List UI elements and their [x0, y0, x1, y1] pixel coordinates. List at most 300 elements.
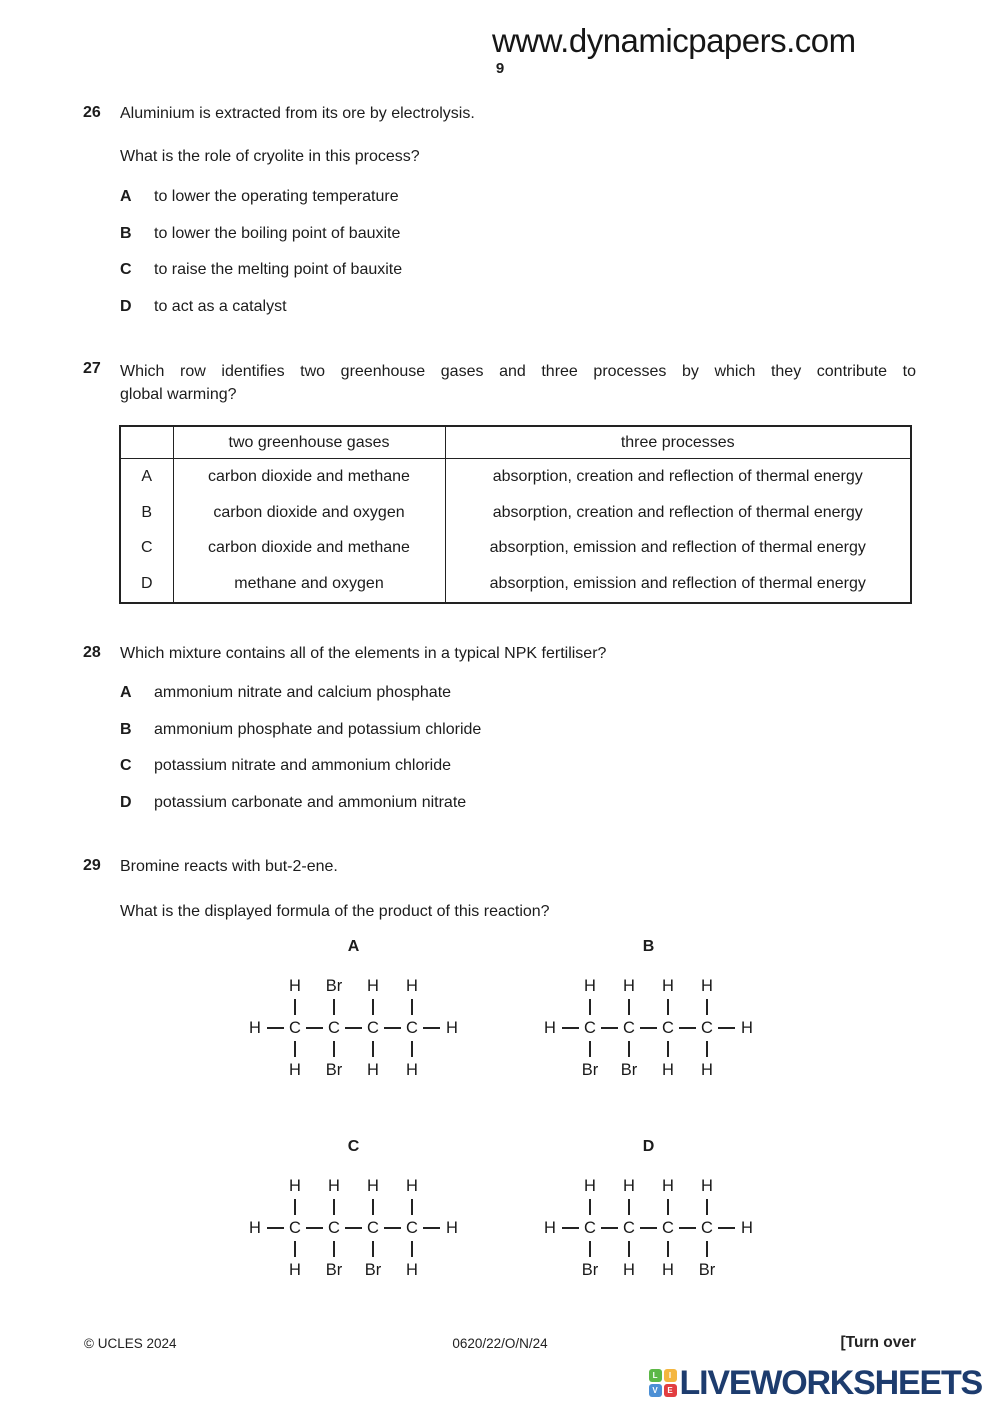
empty-cell [538, 1238, 562, 1260]
atom-H: H [662, 1260, 674, 1279]
empty-cell [640, 1038, 657, 1060]
empty-cell [306, 1176, 323, 1196]
atom-H: H [406, 1060, 418, 1079]
bond-vertical [706, 999, 708, 1015]
bond-cell [579, 1238, 601, 1260]
atom-H: H [701, 1176, 713, 1195]
empty-cell [679, 1260, 696, 1280]
bond-cell [718, 1018, 735, 1038]
bond-vertical [667, 1041, 669, 1057]
logo-tile-L: L [649, 1369, 662, 1382]
structure-A [243, 938, 464, 1080]
empty-cell [601, 976, 618, 996]
empty-cell [345, 1060, 362, 1080]
bond-vertical [706, 1241, 708, 1257]
atom-H: H [662, 976, 674, 995]
empty-cell [440, 1196, 464, 1218]
empty-cell [384, 1260, 401, 1280]
cell-processes: absorption, emission and reflection of thermal energy [445, 530, 911, 566]
empty-cell [384, 1038, 401, 1060]
atom-Br: Br [364, 1260, 382, 1279]
bond-cell [267, 1218, 284, 1238]
logo-tile-I: I [664, 1369, 677, 1382]
empty-cell [640, 996, 657, 1018]
question-29-subtext: What is the displayed formula of the product of this reaction? [120, 903, 550, 920]
bond-cell [267, 1018, 284, 1038]
option-C [120, 756, 916, 776]
structure-B [538, 938, 759, 1080]
cell-processes: absorption, emission and reflection of thermal energy [445, 566, 911, 603]
empty-cell [679, 996, 696, 1018]
empty-cell [538, 1176, 562, 1196]
empty-cell [601, 1260, 618, 1280]
cell-gases: carbon dioxide and oxygen [173, 495, 445, 531]
atom-C: C [662, 1018, 674, 1037]
atom-H: H [289, 1260, 301, 1279]
structure-C-formula [243, 1176, 464, 1280]
bond-vertical [294, 1199, 296, 1215]
question-28-number: 28 [83, 644, 101, 661]
bond-vertical [706, 1199, 708, 1215]
question-26 [0, 104, 1000, 317]
atom-C: C [328, 1018, 340, 1037]
table-row-A [120, 459, 911, 495]
atom-H: H [623, 1260, 635, 1279]
empty-cell [735, 996, 759, 1018]
bond-cell [618, 1238, 640, 1260]
empty-cell [718, 1176, 735, 1196]
bond-vertical [294, 999, 296, 1015]
empty-cell [601, 1196, 618, 1218]
option-A [120, 683, 916, 703]
question-29-text: Bromine reacts with but-2-ene. [120, 858, 338, 875]
empty-cell [640, 976, 657, 996]
empty-cell [735, 1060, 759, 1080]
option-text: to lower the boiling point of bauxite [154, 224, 401, 242]
bond-horizontal [718, 1027, 735, 1029]
option-letter: D [120, 297, 132, 315]
bond-cell [362, 1238, 384, 1260]
empty-cell [679, 1060, 696, 1080]
empty-cell [267, 1238, 284, 1260]
atom-C: C [623, 1218, 635, 1237]
empty-cell [440, 976, 464, 996]
bond-horizontal [345, 1227, 362, 1229]
option-text: to lower the operating temperature [154, 188, 399, 205]
empty-cell [718, 996, 735, 1018]
empty-cell [601, 996, 618, 1018]
table-row-B [120, 495, 911, 531]
empty-cell [640, 1060, 657, 1080]
table-row-C [120, 530, 911, 566]
bond-vertical [706, 1041, 708, 1057]
empty-cell [306, 1038, 323, 1060]
bond-cell [657, 1038, 679, 1060]
bond-vertical [667, 999, 669, 1015]
option-letter: B [120, 224, 132, 242]
atom-H: H [584, 1176, 596, 1195]
bond-cell [423, 1218, 440, 1238]
atom-H: H [623, 976, 635, 995]
empty-cell [562, 1238, 579, 1260]
logo-text: LIVEWORKSHEETS [679, 1364, 982, 1402]
atom-C: C [701, 1218, 713, 1237]
empty-cell [538, 1260, 562, 1280]
empty-cell [243, 996, 267, 1018]
empty-cell [562, 1196, 579, 1218]
question-26-options [120, 187, 916, 317]
bond-vertical [333, 1241, 335, 1257]
atom-H: H [367, 1176, 379, 1195]
empty-cell [601, 1038, 618, 1060]
option-letter: B [120, 720, 132, 738]
cell-gases: carbon dioxide and methane [173, 530, 445, 566]
bond-cell [640, 1018, 657, 1038]
empty-cell [440, 1238, 464, 1260]
bond-cell [618, 1196, 640, 1218]
bond-cell [284, 996, 306, 1018]
empty-cell [538, 996, 562, 1018]
bond-vertical [667, 1199, 669, 1215]
atom-H: H [701, 976, 713, 995]
bond-horizontal [306, 1027, 323, 1029]
empty-cell [306, 1196, 323, 1218]
atom-H: H [662, 1176, 674, 1195]
bond-cell [579, 1038, 601, 1060]
question-28-text: Which mixture contains all of the elements in a typical NPK fertiliser? [120, 645, 607, 662]
empty-cell [267, 1038, 284, 1060]
empty-cell [243, 1038, 267, 1060]
option-C [120, 260, 916, 280]
bond-cell [718, 1218, 735, 1238]
structure-B-formula [538, 976, 759, 1080]
empty-cell [345, 1038, 362, 1060]
bond-vertical [333, 1041, 335, 1057]
empty-cell [243, 1260, 267, 1280]
empty-cell [640, 1196, 657, 1218]
bond-cell [640, 1218, 657, 1238]
atom-C: C [623, 1018, 635, 1037]
empty-cell [640, 1176, 657, 1196]
bond-horizontal [267, 1027, 284, 1029]
structure-C-label: C [347, 1138, 360, 1155]
atom-C: C [406, 1018, 418, 1037]
empty-cell [243, 976, 267, 996]
option-text: to act as a catalyst [154, 297, 287, 315]
empty-cell [440, 1260, 464, 1280]
bond-cell [323, 1196, 345, 1218]
empty-cell [384, 976, 401, 996]
atom-H: H [701, 1060, 713, 1079]
empty-cell [679, 1038, 696, 1060]
empty-cell [562, 1060, 579, 1080]
empty-cell [423, 1176, 440, 1196]
bond-horizontal [345, 1027, 362, 1029]
structure-C [243, 1138, 464, 1280]
structure-D-formula [538, 1176, 759, 1280]
bond-cell [306, 1218, 323, 1238]
bond-horizontal [679, 1027, 696, 1029]
empty-cell [243, 1238, 267, 1260]
atom-Br: Br [581, 1260, 599, 1279]
question-28 [0, 644, 1000, 813]
empty-cell [423, 1260, 440, 1280]
option-A [120, 187, 916, 207]
atom-H: H [249, 1018, 261, 1037]
empty-cell [423, 1238, 440, 1260]
empty-cell [345, 1196, 362, 1218]
empty-cell [384, 996, 401, 1018]
bond-cell [696, 1196, 718, 1218]
bond-horizontal [384, 1027, 401, 1029]
atom-Br: Br [325, 1060, 343, 1079]
empty-cell [345, 1238, 362, 1260]
bond-vertical [628, 1199, 630, 1215]
logo-tile-E: E [664, 1384, 677, 1397]
structure-D [538, 1138, 759, 1280]
row-letter: A [141, 467, 153, 485]
empty-cell [679, 976, 696, 996]
bond-cell [401, 1038, 423, 1060]
empty-cell [345, 1260, 362, 1280]
paper-code: 0620/22/O/N/24 [452, 1336, 548, 1351]
atom-H: H [662, 1060, 674, 1079]
bond-cell [345, 1218, 362, 1238]
empty-cell [679, 1238, 696, 1260]
atom-C: C [701, 1018, 713, 1037]
question-27-number: 27 [83, 360, 101, 377]
empty-cell [267, 996, 284, 1018]
atom-H: H [406, 976, 418, 995]
option-letter: D [120, 793, 132, 811]
empty-cell [384, 1176, 401, 1196]
option-letter: C [120, 757, 132, 774]
atom-Br: Br [325, 976, 343, 995]
bond-vertical [589, 1241, 591, 1257]
bond-cell [579, 996, 601, 1018]
bond-vertical [333, 999, 335, 1015]
bond-cell [362, 1196, 384, 1218]
bond-horizontal [601, 1227, 618, 1229]
question-27-text-line1: Which row identifies two greenhouse gases and three processes by which they contribute to [120, 363, 916, 380]
empty-cell [384, 1196, 401, 1218]
bond-vertical [628, 1241, 630, 1257]
bond-vertical [589, 1041, 591, 1057]
bond-cell [384, 1018, 401, 1038]
empty-cell [601, 1238, 618, 1260]
bond-vertical [372, 999, 374, 1015]
empty-cell [679, 1196, 696, 1218]
bond-vertical [628, 1041, 630, 1057]
option-B [120, 720, 916, 740]
bond-vertical [294, 1241, 296, 1257]
option-letter: A [120, 684, 132, 701]
bond-horizontal [306, 1227, 323, 1229]
empty-cell [440, 1176, 464, 1196]
empty-cell [423, 976, 440, 996]
bond-vertical [411, 999, 413, 1015]
bond-cell [579, 1196, 601, 1218]
bond-cell [401, 996, 423, 1018]
bond-cell [679, 1218, 696, 1238]
empty-cell [735, 1038, 759, 1060]
atom-H: H [446, 1218, 458, 1237]
row-letter: B [141, 503, 153, 521]
row-letter: C [140, 539, 153, 557]
empty-cell [601, 1060, 618, 1080]
bond-cell [423, 1018, 440, 1038]
empty-cell [735, 1238, 759, 1260]
empty-cell [243, 1060, 267, 1080]
atom-H: H [623, 1176, 635, 1195]
bond-cell [657, 1238, 679, 1260]
atom-C: C [406, 1218, 418, 1237]
empty-cell [718, 976, 735, 996]
empty-cell [243, 1176, 267, 1196]
empty-cell [267, 1060, 284, 1080]
bond-cell [306, 1018, 323, 1038]
bond-vertical [333, 1199, 335, 1215]
empty-cell [267, 1176, 284, 1196]
bond-horizontal [640, 1027, 657, 1029]
empty-cell [562, 1038, 579, 1060]
bond-cell [601, 1018, 618, 1038]
cell-processes: absorption, creation and reflection of thermal energy [445, 459, 911, 495]
bond-cell [284, 1196, 306, 1218]
bond-horizontal [562, 1227, 579, 1229]
atom-H: H [406, 1176, 418, 1195]
empty-cell [538, 1060, 562, 1080]
cell-gases: carbon dioxide and methane [173, 459, 445, 495]
table-header-gases: two greenhouse gases [173, 426, 445, 459]
bond-horizontal [423, 1027, 440, 1029]
question-29-number: 29 [83, 857, 101, 874]
empty-cell [640, 1260, 657, 1280]
bond-vertical [667, 1241, 669, 1257]
structure-B-label: B [642, 938, 655, 955]
question-29-structures [0, 938, 1000, 1279]
bond-cell [562, 1018, 579, 1038]
empty-cell [384, 1238, 401, 1260]
bond-cell [323, 996, 345, 1018]
page-number: 9 [495, 60, 505, 77]
atom-C: C [584, 1218, 596, 1237]
bond-cell [362, 1038, 384, 1060]
bond-vertical [294, 1041, 296, 1057]
bond-cell [696, 1238, 718, 1260]
table-row-D [120, 566, 911, 603]
bond-cell [401, 1196, 423, 1218]
empty-cell [267, 976, 284, 996]
atom-Br: Br [325, 1260, 343, 1279]
atom-H: H [249, 1218, 261, 1237]
atom-C: C [367, 1218, 379, 1237]
bond-vertical [411, 1041, 413, 1057]
empty-cell [718, 1196, 735, 1218]
empty-cell [267, 1196, 284, 1218]
bond-vertical [628, 999, 630, 1015]
question-29 [0, 857, 1000, 922]
bond-horizontal [718, 1227, 735, 1229]
table-header-processes: three processes [445, 426, 911, 459]
atom-H: H [367, 976, 379, 995]
page-footer [84, 1334, 916, 1354]
question-26-number: 26 [83, 104, 101, 121]
empty-cell [735, 1196, 759, 1218]
structure-A-formula [243, 976, 464, 1080]
atom-C: C [367, 1018, 379, 1037]
bond-cell [384, 1218, 401, 1238]
empty-cell [423, 1196, 440, 1218]
greenhouse-table [119, 425, 912, 604]
bond-cell [696, 996, 718, 1018]
option-letter: C [120, 261, 132, 278]
empty-cell [735, 976, 759, 996]
empty-cell [423, 1038, 440, 1060]
cell-processes: absorption, creation and reflection of thermal energy [445, 495, 911, 531]
bond-cell [562, 1218, 579, 1238]
empty-cell [306, 1060, 323, 1080]
empty-cell [306, 996, 323, 1018]
structure-D-label: D [642, 1138, 655, 1155]
bond-cell [618, 1038, 640, 1060]
question-27 [0, 360, 1000, 406]
bond-horizontal [601, 1027, 618, 1029]
atom-H: H [544, 1018, 556, 1037]
bond-cell [323, 1038, 345, 1060]
cell-gases: methane and oxygen [173, 566, 445, 603]
bond-horizontal [384, 1227, 401, 1229]
empty-cell [538, 976, 562, 996]
liveworksheets-logo[interactable] [649, 1364, 982, 1402]
atom-C: C [328, 1218, 340, 1237]
liveworksheets-icon [649, 1369, 677, 1397]
table-header-row [120, 426, 911, 459]
empty-cell [718, 1238, 735, 1260]
question-28-options [120, 683, 916, 813]
atom-C: C [289, 1018, 301, 1037]
empty-cell [562, 996, 579, 1018]
empty-cell [440, 1060, 464, 1080]
option-text: potassium nitrate and ammonium chloride [154, 757, 452, 774]
bond-vertical [411, 1241, 413, 1257]
empty-cell [423, 1060, 440, 1080]
site-watermark[interactable]: www.dynamicpapers.com [492, 22, 856, 59]
empty-cell [640, 1238, 657, 1260]
empty-cell [440, 1038, 464, 1060]
empty-cell [718, 1260, 735, 1280]
bond-horizontal [423, 1227, 440, 1229]
empty-cell [345, 976, 362, 996]
empty-cell [243, 1196, 267, 1218]
empty-cell [718, 1038, 735, 1060]
turn-over-label: [Turn over [840, 1334, 916, 1351]
option-text: ammonium phosphate and potassium chloride [154, 720, 482, 738]
bond-horizontal [679, 1227, 696, 1229]
bond-vertical [411, 1199, 413, 1215]
atom-Br: Br [620, 1060, 638, 1079]
question-26-subtext: What is the role of cryolite in this process? [120, 148, 420, 165]
atom-Br: Br [581, 1060, 599, 1079]
row-letter: D [140, 574, 153, 592]
empty-cell [267, 1260, 284, 1280]
bond-horizontal [267, 1227, 284, 1229]
atom-Br: Br [698, 1260, 716, 1279]
bond-cell [401, 1238, 423, 1260]
bond-vertical [589, 1199, 591, 1215]
empty-cell [423, 996, 440, 1018]
bond-cell [696, 1038, 718, 1060]
